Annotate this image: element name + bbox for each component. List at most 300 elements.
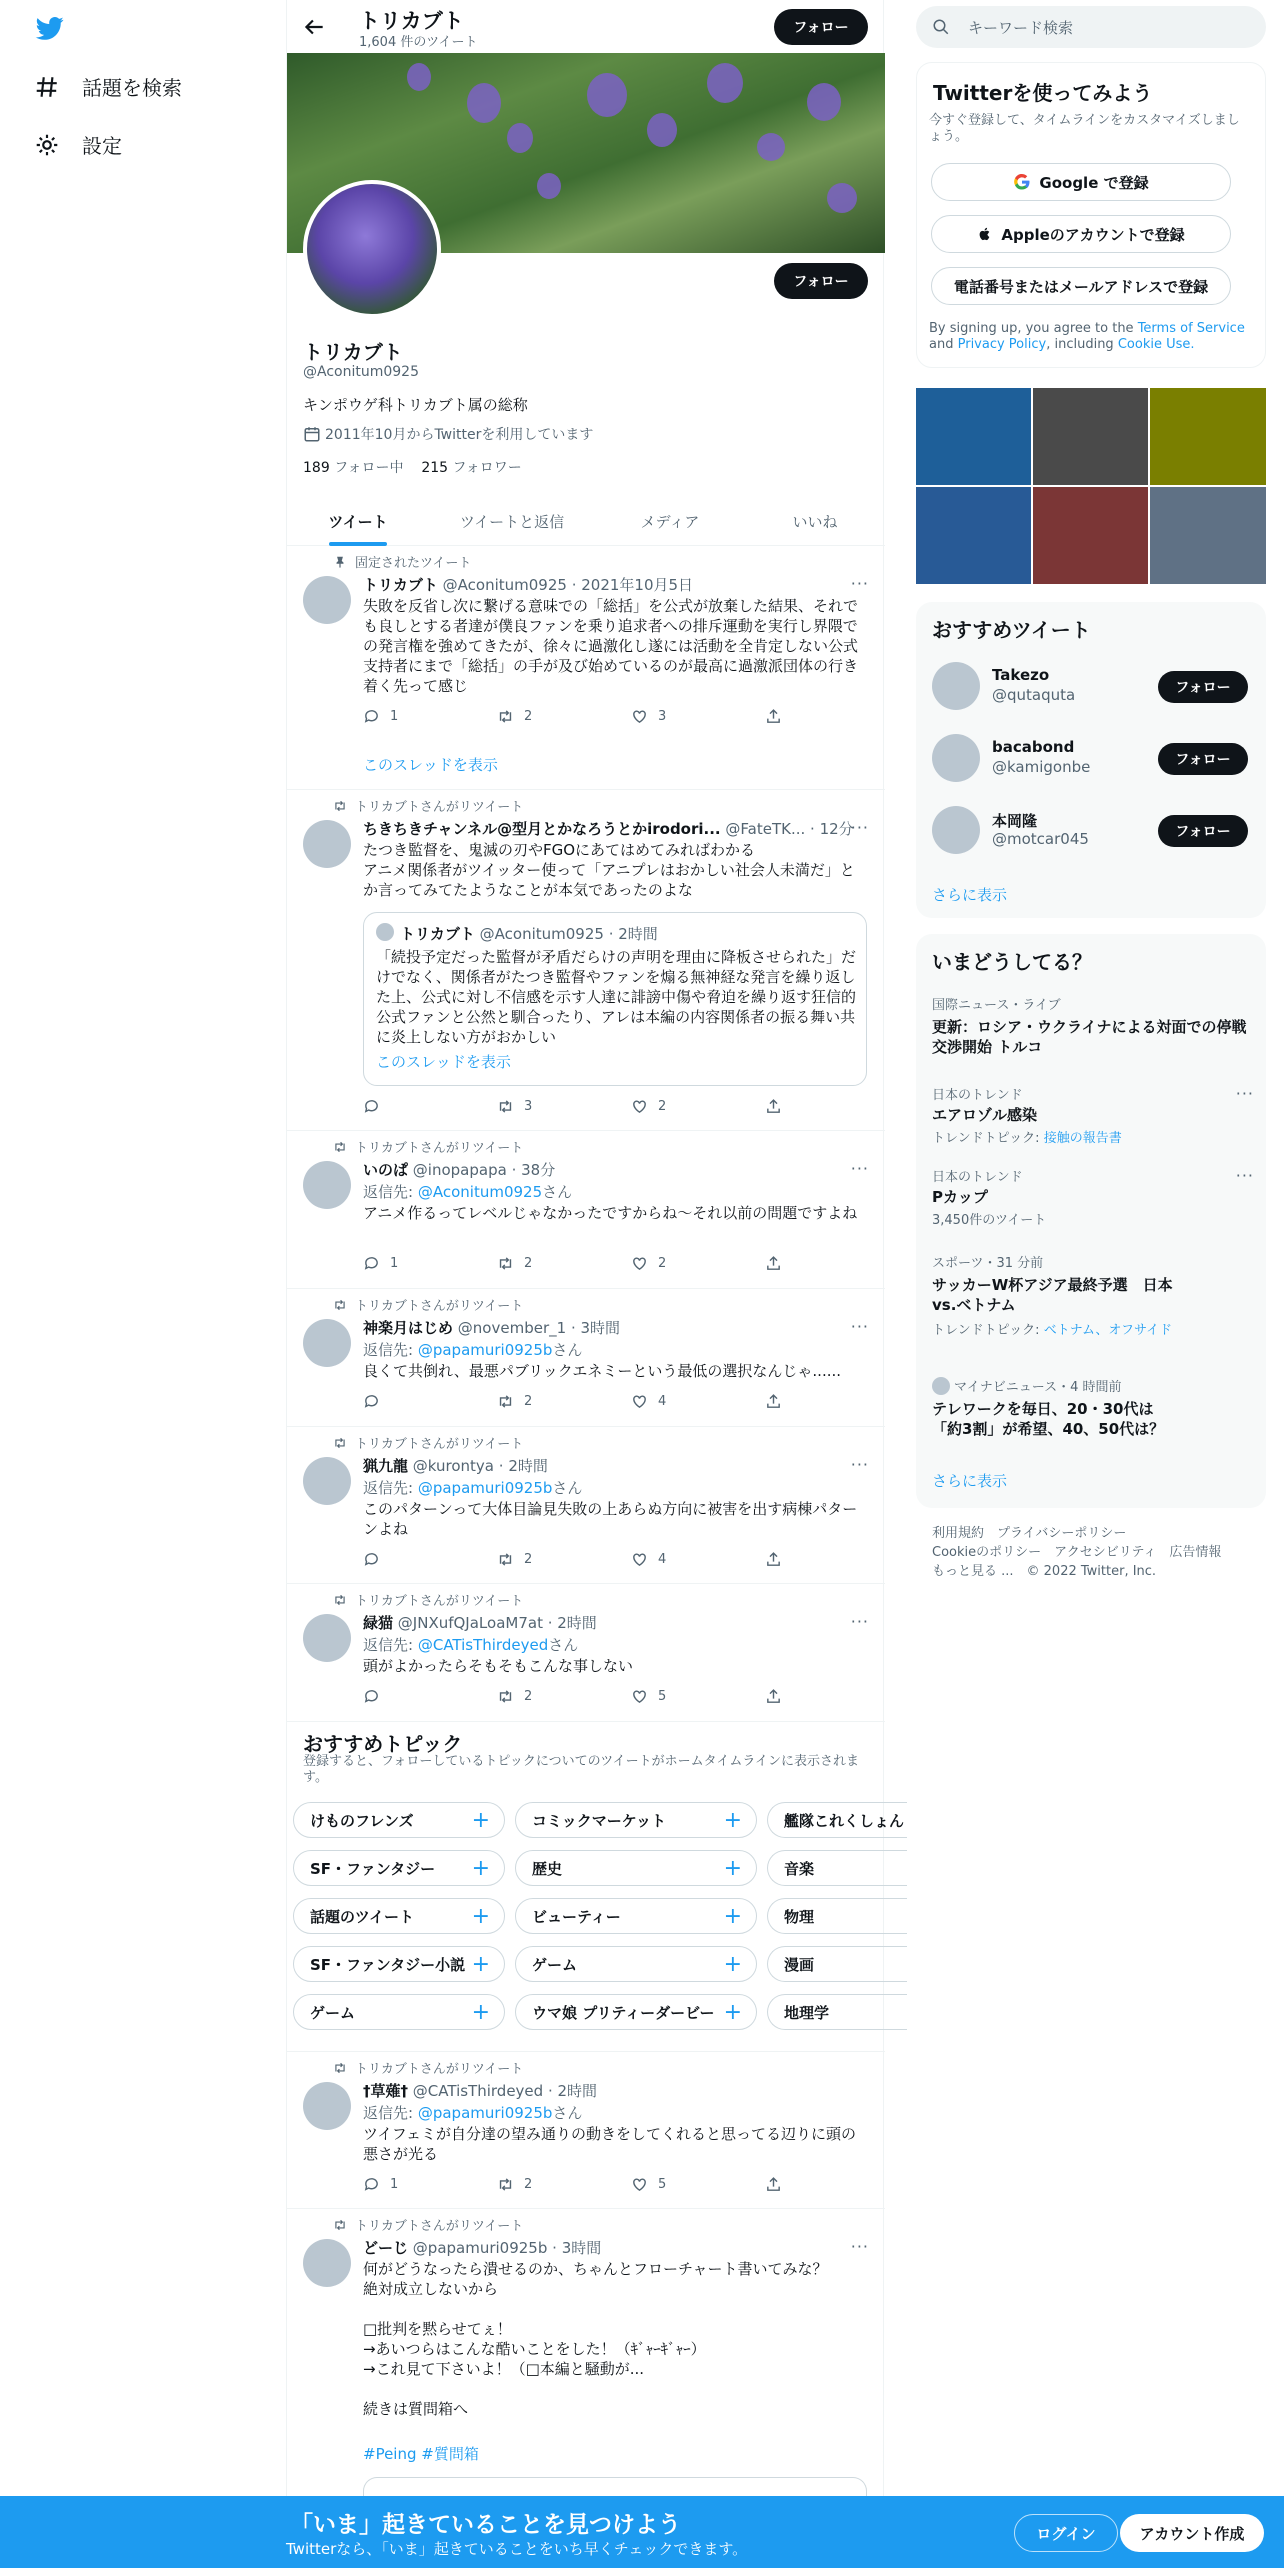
recommended-title: おすすめツイート <box>932 618 1091 642</box>
phone-email-signup-label: 電話番号またはメールアドレスで登録 <box>953 277 1209 296</box>
share-icon <box>765 1393 782 1410</box>
share-button[interactable] <box>765 1551 782 1568</box>
profile-name: トリカブト <box>303 340 403 364</box>
trend-item[interactable] <box>932 1084 1252 1146</box>
tweet-author-handle: @inopapapa <box>412 1161 507 1179</box>
pinned-context <box>333 552 471 571</box>
plus-icon[interactable]: + <box>723 1856 742 1881</box>
topic-label: 艦隊これくしょん <box>784 1811 905 1830</box>
heart-icon <box>631 1098 648 1115</box>
tweet-author-handle: @CATisThirdeyed <box>412 2082 544 2100</box>
tab-tweets-and-replies[interactable]: ツイートと返信 <box>459 512 565 531</box>
reply-prefix: 返信先: <box>363 1341 414 1359</box>
apple-signup-label: Appleのアカウントで登録 <box>1001 225 1185 244</box>
tab-likes[interactable]: いいね <box>792 512 838 531</box>
share-button[interactable] <box>765 2176 782 2193</box>
topic-label: ウマ娘 プリティーダービー <box>532 2003 715 2022</box>
share-icon <box>765 1255 782 1272</box>
signup-subtitle: 今すぐ登録して、タイムラインをカスタマイズしましょう。 <box>929 113 1240 144</box>
trend-title: 更新：ロシア・ウクライナによる対面での停戦交渉開始 トルコ <box>932 1018 1247 1056</box>
plus-icon[interactable]: + <box>723 1808 742 1833</box>
tweet-item[interactable] <box>287 1131 885 1289</box>
retweet-icon <box>497 1393 514 1410</box>
footer-line-2[interactable]: Cookieのポリシー アクセシビリティ 広告情報 <box>932 1545 1222 1560</box>
retweet-button[interactable] <box>497 708 532 725</box>
reply-suffix: さん <box>552 1341 583 1359</box>
tweet-author-name[interactable]: トリカブト <box>363 576 438 594</box>
quote-avatar <box>376 923 394 941</box>
tweet-item[interactable] <box>287 2052 885 2209</box>
reply-icon <box>363 708 380 725</box>
signup-card <box>916 62 1266 368</box>
right-sidebar <box>884 0 1284 2568</box>
topic-chip[interactable] <box>293 1994 505 2030</box>
topic-label: ビューティー <box>532 1907 621 1926</box>
trend-meta <box>932 1376 1252 1395</box>
reply-button[interactable] <box>363 2176 398 2193</box>
share-button[interactable] <box>765 1393 782 1410</box>
tweet-actions <box>363 1393 783 1413</box>
topic-label: 音楽 <box>784 1859 815 1878</box>
suggested-user[interactable] <box>932 802 1252 858</box>
reply-prefix: 返信先: <box>363 2104 414 2122</box>
tweet-text: ツイフェミが自分達の望み通りの動きをしてくれると思ってる辺りに頭の悪さが光る <box>363 2125 857 2163</box>
topic-chip[interactable] <box>515 1898 757 1934</box>
more-options-icon[interactable]: ··· <box>850 1612 869 1631</box>
follow-button[interactable]: フォロー <box>1158 815 1248 847</box>
search-icon <box>932 18 950 36</box>
reply-icon <box>363 1255 380 1272</box>
avatar[interactable] <box>303 1614 351 1662</box>
like-count: 4 <box>658 1394 667 1409</box>
media-thumbnail[interactable] <box>916 388 1031 485</box>
reply-prefix: 返信先: <box>363 1183 414 1201</box>
retweet-count: 2 <box>524 1394 533 1409</box>
context-label: トリカブトさんがリツイート <box>355 1141 524 1156</box>
tweet-time[interactable]: 3時間 <box>561 2239 602 2257</box>
tweet-time[interactable]: 2021年10月5日 <box>581 576 694 594</box>
trend-item[interactable] <box>932 994 1252 1057</box>
nav-settings-label: 設定 <box>82 134 122 158</box>
media-thumbnail[interactable] <box>916 487 1031 584</box>
tweet-author-name[interactable]: どーじ <box>363 2239 409 2257</box>
like-count: 5 <box>658 2177 667 2192</box>
avatar[interactable] <box>303 1457 351 1505</box>
avatar[interactable] <box>303 1319 351 1367</box>
like-count: 5 <box>658 1689 667 1704</box>
tweet-header: いのぱ @inopapapa · 38分 <box>363 1161 556 1179</box>
trend-item[interactable] <box>932 1166 1252 1228</box>
plus-icon[interactable]: + <box>471 1904 490 1929</box>
heart-icon <box>631 1255 648 1272</box>
topic-chip[interactable] <box>515 1946 757 1982</box>
signup-title: Twitterを使ってみよう <box>933 81 1153 105</box>
reply-button[interactable] <box>363 1551 390 1568</box>
following-link[interactable] <box>303 460 404 476</box>
avatar[interactable] <box>303 576 351 624</box>
tweet-item[interactable] <box>287 546 885 790</box>
heart-icon <box>631 2176 648 2193</box>
trend-meta: 日本のトレンド <box>932 1088 1023 1103</box>
trend-extra <box>932 1319 1182 1338</box>
tweet-actions <box>363 2176 783 2196</box>
tab-tweets[interactable]: ツイート <box>287 496 429 546</box>
retweet-context <box>333 2058 523 2077</box>
context-label: トリカブトさんがリツイート <box>355 2062 524 2077</box>
topics-subtitle: 登録すると、フォローしているトピックについてのツイートがホームタイムラインに表示されます。 <box>303 1754 860 1785</box>
retweet-button[interactable] <box>497 1688 532 1705</box>
nav-settings[interactable] <box>34 130 122 159</box>
retweet-icon <box>497 1688 514 1705</box>
gear-icon <box>34 132 60 158</box>
tweet-author-handle: @FateTK... <box>725 820 806 838</box>
reply-button[interactable] <box>363 1393 390 1410</box>
share-icon <box>765 1098 782 1115</box>
like-button[interactable] <box>631 1098 666 1115</box>
trend-extra-prefix: トレンドトピック: <box>932 1131 1040 1146</box>
topic-label: ゲーム <box>310 2003 356 2022</box>
plus-icon[interactable]: + <box>471 1856 490 1881</box>
twitter-logo-icon[interactable] <box>34 14 66 42</box>
tweet-header: 猟九龍 @kurontya · 2時間 <box>363 1457 548 1475</box>
share-icon <box>765 2176 782 2193</box>
tweet-author-name[interactable]: ちきちきチャンネル@型月とかなろうとかirodori... <box>363 820 721 838</box>
reply-to <box>363 1181 572 1202</box>
profile-header-bar <box>287 0 885 53</box>
media-thumbnail[interactable] <box>1150 388 1266 485</box>
profile-follow-stats <box>303 457 522 477</box>
privacy-link[interactable]: Privacy Policy <box>957 337 1047 352</box>
topic-label: 話題のツイート <box>310 1907 414 1926</box>
tweet-header: トリカブト @Aconitum0925 · 2021年10月5日 <box>363 576 694 594</box>
quoted-tweet[interactable] <box>363 912 867 1086</box>
avatar[interactable] <box>303 2239 351 2287</box>
source-avatar <box>932 1377 950 1395</box>
nav-explore-label: 話題を検索 <box>82 76 182 100</box>
reply-count: 1 <box>390 709 399 724</box>
trends-card <box>916 934 1266 1508</box>
trend-tweet-count: 3,450件のツイート <box>932 1213 1047 1228</box>
topic-label: SF・ファンタジー <box>310 1859 436 1878</box>
tweet-author-name[interactable]: 神楽月はじめ <box>363 1319 454 1337</box>
tweet-author-name[interactable]: いのぱ <box>363 1161 409 1179</box>
topic-label: 地理学 <box>784 2003 830 2022</box>
profile-handle: @Aconitum0925 <box>303 364 419 380</box>
profile-avatar[interactable] <box>303 180 441 318</box>
tweet-header: 神楽月はじめ @november_1 · 3時間 <box>363 1319 621 1337</box>
suggested-user[interactable] <box>932 658 1252 714</box>
apple-signup-button[interactable] <box>931 215 1231 253</box>
apple-icon <box>977 225 993 243</box>
reply-to <box>363 1339 582 1360</box>
tweet-text: 失敗を反省し次に繋げる意味での「総括」を公式が放棄した結果、それでも良しとする者達が僕良ファンを乗り追求者への排斥運動を実行し界隈での発言権を強めてきたが、徐々に過激化し遂には活動を全肯定しない公式支持者にまで「総括」の手が及び始めているのが最高に過激派団体の行き着く先って感じ <box>363 597 859 695</box>
topic-chip[interactable] <box>293 1802 505 1838</box>
search-input[interactable]: キーワード検索 <box>968 18 1074 37</box>
retweet-context <box>333 796 523 815</box>
trend-topic-link[interactable]: ベトナム、オフサイド <box>1043 1323 1173 1338</box>
retweet-context <box>333 1590 523 1609</box>
recommended-show-more[interactable]: さらに表示 <box>932 886 1008 904</box>
context-label: トリカブトさんがリツイート <box>355 800 524 815</box>
share-button[interactable] <box>765 1255 782 1272</box>
trend-extra <box>932 1127 1252 1146</box>
terms-and: and <box>929 337 954 352</box>
follow-button[interactable]: フォロー <box>1158 743 1248 775</box>
retweet-context <box>333 1137 523 1156</box>
like-button[interactable] <box>631 1393 666 1410</box>
tweet-time[interactable]: 12分 <box>819 820 854 838</box>
tweet-time[interactable]: 2時間 <box>557 2082 598 2100</box>
tweet-header: 緑猫 @JNXufQJaLoaM7at · 2時間 <box>363 1614 597 1632</box>
avatar[interactable] <box>932 734 980 782</box>
followers-label: フォロワー <box>452 460 522 476</box>
tweet-actions <box>363 708 783 728</box>
profile-tabs <box>287 496 885 546</box>
terms-including: , including <box>1046 337 1114 352</box>
plus-icon[interactable]: + <box>471 1952 490 1977</box>
avatar[interactable] <box>303 820 351 868</box>
context-label: トリカブトさんがリツイート <box>355 1299 524 1314</box>
profile-follow-button[interactable]: フォロー <box>774 263 868 299</box>
reply-to <box>363 1634 578 1655</box>
share-button[interactable] <box>765 1688 782 1705</box>
reply-button[interactable] <box>363 1255 398 1272</box>
footer-line-1[interactable]: 利用規約 プライバシーポリシー <box>932 1526 1127 1541</box>
more-options-icon[interactable]: ··· <box>850 2237 869 2256</box>
share-icon <box>765 1551 782 1568</box>
retweet-icon <box>497 1551 514 1568</box>
profile-bio: キンポウゲ科トリカブト属の総称 <box>303 396 528 414</box>
tweet-time[interactable]: 2時間 <box>557 1614 597 1632</box>
plus-icon[interactable]: + <box>723 1904 742 1929</box>
tweet-item[interactable] <box>287 2209 885 2496</box>
avatar[interactable] <box>932 806 980 854</box>
header-tweet-count: 1,604 件のツイート <box>359 35 478 50</box>
retweet-button[interactable] <box>497 1255 532 1272</box>
topic-chip[interactable] <box>293 1898 505 1934</box>
pin-icon <box>333 555 347 569</box>
avatar[interactable] <box>932 662 980 710</box>
like-button[interactable] <box>631 708 666 725</box>
share-button[interactable] <box>765 1098 782 1115</box>
header-follow-button[interactable]: フォロー <box>774 9 868 45</box>
reply-prefix: 返信先: <box>363 1636 414 1654</box>
tab-media[interactable]: メディア <box>640 512 700 531</box>
retweet-button[interactable] <box>497 1393 532 1410</box>
terms-prefix: By signing up, you agree to the <box>929 321 1134 336</box>
retweet-button[interactable] <box>497 1551 532 1568</box>
followers-count: 215 <box>421 460 449 476</box>
reply-to <box>363 1477 582 1498</box>
suggested-user-handle: @kamigonbe <box>992 758 1091 776</box>
tweet-item[interactable] <box>287 1289 885 1427</box>
topic-label: 漫画 <box>784 1955 815 1974</box>
more-options-icon[interactable]: ··· <box>1235 1166 1254 1185</box>
suggested-user[interactable] <box>932 730 1252 786</box>
retweet-count: 2 <box>524 1689 533 1704</box>
followers-link[interactable] <box>421 460 522 476</box>
reply-to-handle[interactable]: @papamuri0925b <box>417 1479 553 1497</box>
plus-icon[interactable]: + <box>723 2000 742 2025</box>
tweet-time[interactable]: 38分 <box>521 1161 556 1179</box>
more-options-icon[interactable]: ··· <box>1235 1084 1254 1103</box>
tweet-author-name[interactable]: 猟九龍 <box>363 1457 409 1475</box>
trend-title: サッカーW杯アジア最終予選 日本vs.ベトナム <box>932 1276 1173 1314</box>
tweet-header: ちきちきチャンネル@型月とかなろうとかirodori... @FateTK... · 12分 <box>363 820 854 838</box>
tweet-author-handle: @papamuri0925b <box>412 2239 548 2257</box>
reply-to-handle[interactable]: @CATisThirdeyed <box>417 1636 549 1654</box>
reply-button[interactable] <box>363 1688 390 1705</box>
tweet-author-name[interactable]: †草薙† <box>363 2082 409 2100</box>
more-options-icon[interactable]: ··· <box>850 1455 869 1474</box>
topic-chip[interactable] <box>293 1946 505 1982</box>
tweet-actions <box>363 1551 783 1571</box>
quote-text: 「続投予定だった監督が矛盾だらけの声明を理由に降板させられた」だけでなく、関係者がたつき監督やファンを煽る無神経な発言を繰り返した上、公式に対し不信感を示す人達に誹謗中傷や脅迫を繰り返す狂信的公式ファンと公然と馴合ったり、アレは本編の内容関係者の振る舞い共に炎上しない方がおかしい <box>376 948 857 1046</box>
trend-meta: 日本のトレンド <box>932 1170 1023 1185</box>
media-thumbnail[interactable] <box>1033 487 1148 584</box>
reply-prefix: 返信先: <box>363 1479 414 1497</box>
reply-button[interactable] <box>363 1098 390 1115</box>
more-options-icon[interactable]: ··· <box>850 1159 869 1178</box>
google-signup-button[interactable] <box>931 163 1231 201</box>
tweet-item[interactable] <box>287 790 885 1131</box>
plus-icon[interactable]: + <box>723 1952 742 1977</box>
topic-label: 歴史 <box>532 1859 563 1878</box>
trend-source: マイナビニュース・4 時間前 <box>954 1380 1122 1395</box>
reply-to-handle[interactable]: @Aconitum0925 <box>417 1183 543 1201</box>
retweet-context <box>333 2215 523 2234</box>
login-button[interactable]: ログイン <box>1014 2514 1118 2552</box>
tweet-text: 頭がよかったらそもそもこんな事しない <box>363 1657 634 1675</box>
retweet-count: 2 <box>524 1552 533 1567</box>
retweet-icon <box>497 708 514 725</box>
reply-icon <box>363 1098 380 1115</box>
tweet-author-handle: @JNXufQJaLoaM7at <box>397 1614 543 1632</box>
suggested-user-name: Takezo <box>992 666 1050 684</box>
more-options-icon[interactable]: ··· <box>850 574 869 593</box>
topic-chip[interactable] <box>293 1850 505 1886</box>
show-thread-link[interactable]: このスレッドを表示 <box>363 756 498 774</box>
calendar-icon <box>303 425 321 443</box>
like-button[interactable] <box>631 1688 666 1705</box>
nav-explore[interactable] <box>34 72 182 101</box>
follow-button[interactable]: フォロー <box>1158 671 1248 703</box>
retweet-icon <box>333 1436 347 1450</box>
media-thumbnail[interactable] <box>1033 388 1148 485</box>
like-button[interactable] <box>631 1551 666 1568</box>
retweet-icon <box>497 1098 514 1115</box>
reply-to <box>363 2102 582 2123</box>
bottom-bar-title: 「いま」起きていることを見つけよう <box>290 2512 681 2538</box>
tweet-header: どーじ @papamuri0925b · 3時間 <box>363 2239 602 2257</box>
reply-to-handle[interactable]: @papamuri0925b <box>417 1341 553 1359</box>
cookie-link[interactable]: Cookie Use. <box>1117 337 1195 352</box>
retweet-button[interactable] <box>497 1098 532 1115</box>
footer-line-3[interactable]: もっと見る ... © 2022 Twitter, Inc. <box>932 1564 1157 1579</box>
google-signup-label: Google で登録 <box>1039 173 1149 192</box>
footer-links <box>932 1524 1262 1581</box>
topic-chip[interactable] <box>515 1994 757 2030</box>
reply-suffix: さん <box>548 1636 579 1654</box>
tweet-item[interactable] <box>287 1584 885 1722</box>
tweet-author-name[interactable]: 緑猫 <box>363 1614 394 1632</box>
terms-link[interactable]: Terms of Service <box>1137 321 1245 336</box>
hashtags[interactable]: #Peing #質問箱 <box>363 2445 479 2463</box>
like-button[interactable] <box>631 1255 666 1272</box>
suggested-user-name: bacabond <box>992 738 1075 756</box>
following-label: フォロー中 <box>334 460 404 476</box>
tweet-text: たつき監督を、鬼滅の刃やFGOにあてはめてみればわかる アニメ関係者がツイッター使って「アニプレはおかしい社会人未満だ」とか言ってみてたようなことが本気であったのよな <box>363 841 855 899</box>
bottom-bar-subtitle: Twitterなら、「いま」起きていることをいち早くチェックできます。 <box>286 2540 748 2558</box>
trend-topic-link[interactable]: 接触の報告書 <box>1043 1131 1122 1146</box>
search-box[interactable] <box>916 6 1266 48</box>
tweet-item[interactable] <box>287 1427 885 1584</box>
quote-thread-link[interactable]: このスレッドを表示 <box>376 1053 511 1071</box>
plus-icon[interactable]: + <box>471 2000 490 2025</box>
share-button[interactable] <box>765 708 782 725</box>
retweet-button[interactable] <box>497 2176 532 2193</box>
retweet-icon <box>333 1140 347 1154</box>
like-count: 2 <box>658 1256 667 1271</box>
back-arrow-icon[interactable] <box>301 14 327 40</box>
suggested-user-handle: @motcar045 <box>992 830 1089 848</box>
avatar[interactable] <box>303 2082 351 2130</box>
topic-chip[interactable] <box>515 1802 757 1838</box>
trends-show-more[interactable]: さらに表示 <box>932 1472 1008 1490</box>
retweet-count: 2 <box>524 1256 533 1271</box>
tweet-text: アニメ作るってレベルじゃなかったですからね〜それ以前の問題ですよね <box>363 1204 858 1222</box>
recommended-topics <box>287 1722 905 2052</box>
heart-icon <box>631 1688 648 1705</box>
reply-to-handle[interactable]: @papamuri0925b <box>417 2104 553 2122</box>
topic-label: コミックマーケット <box>532 1811 666 1830</box>
tweet-actions <box>363 1688 783 1708</box>
context-label: 固定されたツイート <box>355 556 472 571</box>
bottom-signup-bar <box>0 2496 1284 2568</box>
suggested-user-name: 本岡隆 <box>992 812 1038 830</box>
trend-title: エアロゾル感染 <box>932 1106 1038 1124</box>
reply-count: 1 <box>390 2177 399 2192</box>
tweet-time[interactable]: 2時間 <box>508 1457 548 1475</box>
avatar[interactable] <box>303 1161 351 1209</box>
tweet-time[interactable]: 3時間 <box>580 1319 621 1337</box>
tweet-text: 良くて共倒れ、最悪パブリックエネミーという最低の選択なんじゃ...... <box>363 1362 842 1380</box>
like-count: 2 <box>658 1099 667 1114</box>
reply-button[interactable] <box>363 708 398 725</box>
trend-item[interactable] <box>932 1376 1252 1439</box>
hash-icon <box>34 74 60 100</box>
like-button[interactable] <box>631 2176 666 2193</box>
topic-label: SF・ファンタジー小説 <box>310 1955 466 1974</box>
topic-chip[interactable] <box>515 1850 757 1886</box>
quote-header: トリカブト @Aconitum0925 · 2時間 <box>400 925 658 943</box>
signup-button[interactable]: アカウント作成 <box>1120 2514 1264 2552</box>
retweet-icon <box>497 2176 514 2193</box>
tweet-author-handle: @Aconitum0925 <box>442 576 567 594</box>
tweet-text: 何がどうなったら潰せるのか、ちゃんとフローチャート書いてみな？ 絶対成立しないから □批判を黙らせてぇ！ →あいつらはこんな酷いことをした！（ｷﾞｬｰｷﾞｬｰ） →これ見て下さいよ！（□本編と騒動が... 続きは質問箱へ <box>363 2260 828 2418</box>
plus-icon[interactable]: + <box>471 1808 490 1833</box>
tweet-actions <box>363 1255 783 1275</box>
heart-icon <box>631 1551 648 1568</box>
trend-item[interactable] <box>932 1252 1252 1338</box>
reply-icon <box>363 1393 380 1410</box>
more-options-icon[interactable]: ··· <box>850 818 869 837</box>
phone-email-signup-button[interactable] <box>931 267 1231 305</box>
more-options-icon[interactable]: ··· <box>850 1317 869 1336</box>
signup-terms <box>929 321 1259 353</box>
media-thumbnail[interactable] <box>1150 487 1266 584</box>
topic-label: けものフレンズ <box>310 1811 414 1830</box>
